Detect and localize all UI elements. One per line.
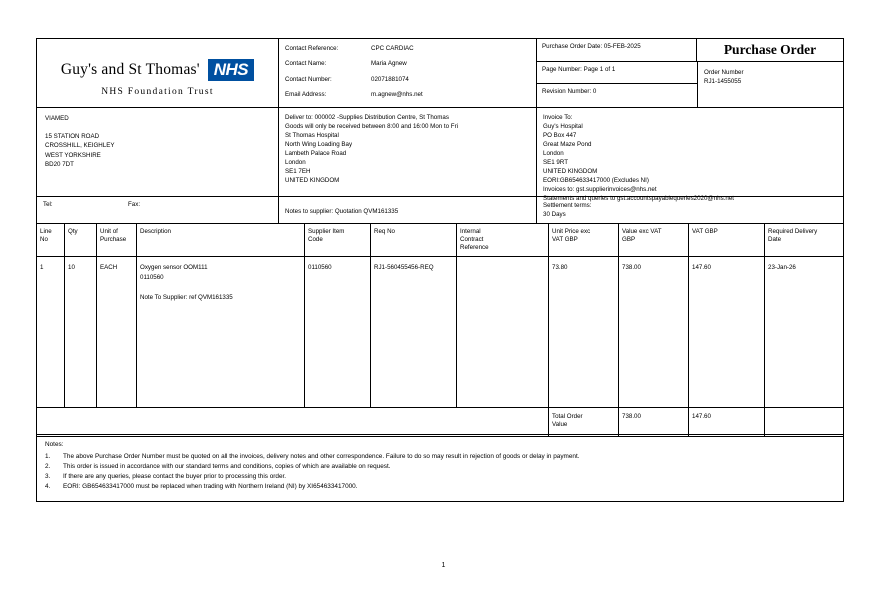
col-header-description: Description xyxy=(137,224,305,256)
po-meta-block xyxy=(537,62,698,107)
note-text: This order is issued in accordance with our standard terms and conditions, copies of which are available on request. xyxy=(63,462,391,470)
contact-number-label: Contact Number: xyxy=(285,75,332,83)
contact-email-value: m.agnew@nhs.net xyxy=(371,91,423,99)
invoice-line-5: SE1 9RT xyxy=(543,158,568,166)
contact-details-block xyxy=(279,39,537,107)
col-header-req-no: Req No xyxy=(371,224,457,256)
note-text: The above Purchase Order Number must be quoted on all the invoices, delivery notes and other correspondence. Failure to do so may result in rejection of goods or delay in payment. xyxy=(63,452,580,460)
po-title: Purchase Order xyxy=(723,42,817,57)
po-page-number-cell xyxy=(537,62,697,84)
invoice-line-1: Guy's Hospital xyxy=(543,122,583,130)
contact-name-value: Maria Agnew xyxy=(371,60,407,68)
notes-to-supplier: Notes to supplier: Quotation QVM161335 xyxy=(279,197,537,223)
note-item xyxy=(45,482,835,492)
delivery-line-2: St Thomas Hospital xyxy=(285,131,339,139)
totals-spacer xyxy=(37,408,549,436)
delivery-line-6: SE1 7EH xyxy=(285,167,311,175)
cell-required-delivery-date: 23-Jan-26 xyxy=(768,264,796,271)
note-text: If there are any queries, please contact the buyer prior to processing this order. xyxy=(63,472,287,480)
col-header-line-no: Line No xyxy=(37,224,65,256)
note-item xyxy=(45,462,835,472)
invoice-eori: EORI:GB654633417000 (Excludes NI) xyxy=(543,176,649,184)
col-header-internal-contract-reference: Internal Contract Reference xyxy=(457,224,549,256)
cell-uom: EACH xyxy=(97,257,137,407)
notes-block xyxy=(36,434,844,502)
trust-subtitle: NHS Foundation Trust xyxy=(101,86,214,97)
contact-email-label: Email Address: xyxy=(285,91,327,99)
contact-number-row xyxy=(285,76,530,84)
delivery-line-3: North Wing Loading Bay xyxy=(285,140,353,148)
description-line-2: 0110560 xyxy=(140,273,164,281)
cell-req-no: RJ1-560455456-REQ xyxy=(371,257,457,407)
col-header-qty: Qty xyxy=(65,224,97,256)
page-number-footer: 1 xyxy=(441,562,446,569)
cell-description xyxy=(137,257,305,407)
invoice-line-6: UNITED KINGDOM xyxy=(543,167,598,175)
supplier-address-line-2: CROSSHILL, KEIGHLEY xyxy=(45,142,115,150)
fax-cell: Fax: xyxy=(122,197,279,223)
address-band xyxy=(37,108,843,202)
cell-unit-price: 73.80 xyxy=(549,257,619,407)
invoice-title: Invoice To: xyxy=(543,114,573,121)
col-header-uom: Unit of Purchase xyxy=(97,224,137,256)
po-page-number-value: Page 1 of 1 xyxy=(583,66,616,73)
invoice-email: Invoices to: gst.supplierinvoices@nhs.net xyxy=(543,185,657,193)
invoice-line-4: London xyxy=(543,149,564,157)
delivery-title: Deliver to: 000002 -Supplies Distribution Centre, St Thomas xyxy=(285,114,449,121)
delivery-line-7: UNITED KINGDOM xyxy=(285,176,340,184)
trust-name: Guy's and St Thomas' xyxy=(60,60,200,78)
purchase-order-header-block xyxy=(537,39,843,107)
order-number-cell xyxy=(698,62,843,107)
tel-cell: Tel: xyxy=(43,201,53,208)
col-header-required-delivery-date: Required Delivery Date xyxy=(768,228,818,244)
invoice-line-3: Great Maze Pond xyxy=(543,140,592,148)
invoice-line-2: PO Box 447 xyxy=(543,131,577,139)
invoice-address-block xyxy=(537,108,843,202)
document-header xyxy=(37,39,843,108)
po-date-cell xyxy=(537,39,697,61)
table-row xyxy=(37,257,843,408)
cell-vat: 147.60 xyxy=(689,257,765,407)
po-revision-label: Revision Number: xyxy=(542,88,592,95)
totals-row xyxy=(37,408,843,436)
delivery-line-1: Goods will only be received between 8:00 and 16:00 Mon to Fri xyxy=(285,122,459,130)
note-number: 1. xyxy=(45,452,51,460)
description-line-1: Oxygen sensor OOM111 xyxy=(140,264,208,271)
cell-line-no: 1 xyxy=(37,257,65,407)
po-date-value: 05-FEB-2025 xyxy=(603,43,641,50)
note-number: 3. xyxy=(45,472,51,480)
supplier-name: VIAMED xyxy=(45,115,69,122)
cell-internal-contract-reference xyxy=(457,257,549,407)
col-header-unit-price: Unit Price exc VAT GBP xyxy=(549,224,619,256)
po-date-label: Purchase Order Date: xyxy=(542,43,603,50)
order-number-label: Order Number xyxy=(704,69,744,76)
contact-reference-value: CPC CARDIAC xyxy=(371,45,414,52)
purchase-order-document xyxy=(36,38,844,437)
total-order-value: 738.00 xyxy=(619,408,689,436)
note-item xyxy=(45,452,835,462)
contact-name-row xyxy=(285,60,530,68)
nhs-logo-icon: NHS xyxy=(208,59,254,81)
col-header-value-ex-vat: Value exc VAT GBP xyxy=(619,224,689,256)
supplier-address-line-1: 15 STATION ROAD xyxy=(45,132,100,140)
supplier-address-line-3: WEST YORKSHIRE xyxy=(45,151,101,159)
line-items-table-header xyxy=(37,224,843,257)
logo-row xyxy=(41,59,274,81)
note-item xyxy=(45,472,835,482)
cell-supplier-code: 0110560 xyxy=(305,257,371,407)
total-order-vat: 147.60 xyxy=(689,408,765,436)
supplier-address-block xyxy=(37,108,279,196)
po-revision-value: 0 xyxy=(592,88,597,95)
settlement-terms-block xyxy=(537,194,843,223)
contact-name-label: Contact Name: xyxy=(285,60,327,68)
total-order-value-label: Total Order Value xyxy=(549,408,619,436)
cell-value-ex-vat: 738.00 xyxy=(619,257,689,407)
trust-logo-block xyxy=(37,39,279,107)
settlement-terms-label: Settlement terms: xyxy=(543,202,592,209)
note-number: 2. xyxy=(45,462,51,470)
delivery-line-4: Lambeth Palace Road xyxy=(285,149,347,157)
description-supplier-note: Note To Supplier: ref QVM161335 xyxy=(140,293,233,301)
delivery-line-5: London xyxy=(285,158,306,166)
invoice-statements-email: Statements and queries to gst.accountspayablequeries2020@nhs.net xyxy=(543,194,734,202)
po-mid-row xyxy=(537,62,843,107)
cell-qty: 10 xyxy=(65,257,97,407)
totals-trailing-cell xyxy=(765,408,843,436)
po-revision-cell xyxy=(537,84,697,107)
contact-reference-row xyxy=(285,45,530,53)
contact-number-value: 02071881074 xyxy=(371,75,409,83)
note-text: EORI: GB654633417000 must be replaced when trading with Northern Ireland (NI) by XI654633417000. xyxy=(63,482,358,490)
po-page-number-label: Page Number: xyxy=(542,66,582,73)
supplier-address-line-4: BD20 7DT xyxy=(45,161,74,169)
po-top-row xyxy=(537,39,843,62)
notes-title: Notes: xyxy=(45,441,64,448)
settlement-terms-value: 30 Days xyxy=(543,211,566,219)
order-number-value: RJ1-1455055 xyxy=(704,78,742,86)
telfax-band xyxy=(37,194,843,224)
col-header-supplier-code: Supplier Item Code xyxy=(305,224,371,256)
delivery-address-block xyxy=(279,108,537,196)
col-header-vat: VAT GBP xyxy=(689,224,765,256)
contact-email-row xyxy=(285,91,530,99)
contact-reference-label: Contact Reference: xyxy=(285,45,339,52)
note-number: 4. xyxy=(45,482,51,490)
